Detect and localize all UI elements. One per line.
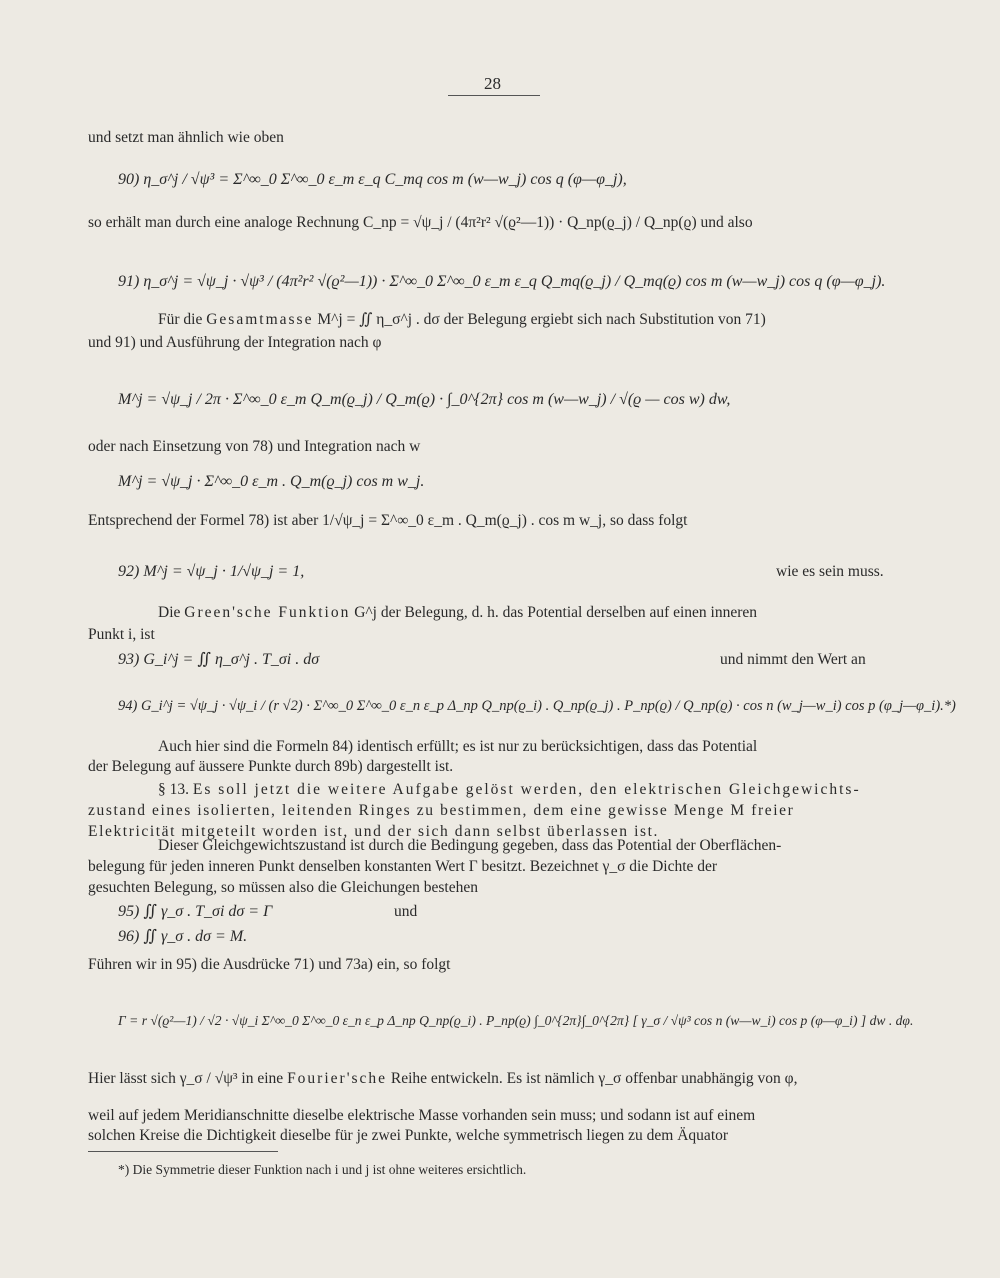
text-line: solchen Kreise die Dichtigkeit dieselbe für je zwei Punkte, welche symmetrisch liegen zu dem Äquator — [88, 1127, 729, 1144]
equation-96: 96) ∬ γ_σ . dσ = M. — [118, 928, 248, 945]
section-heading-line: § 13. Es soll jetzt die weitere Aufgabe gelöst werden, den elektrischen Gleichgewichts- — [158, 781, 861, 798]
equation-mj-2: M^j = √ψ_j · Σ^∞_0 ε_m . Q_m(ϱ_j) cos m w_j. — [118, 473, 425, 490]
equation-95: 95) ∬ γ_σ . T_σi dσ = Γ — [118, 903, 273, 920]
text-line: Hier lässt sich γ_σ / √ψ³ in eine Fourier'sche Reihe entwickeln. Es ist nämlich γ_σ offenbar unabhängig von φ, — [88, 1070, 798, 1087]
equation-mj: M^j = √ψ_j / 2π · Σ^∞_0 ε_m Q_m(ϱ_j) / Q_m(ϱ) · ∫_0^{2π} cos m (w—w_j) / √(ϱ — cos w) dw, — [118, 391, 731, 408]
text-line: belegung für jeden inneren Punkt denselben konstanten Wert Γ besitzt. Bezeichnet γ_σ die Dichte der — [88, 858, 718, 875]
text-line: wie es sein muss. — [776, 563, 884, 580]
equation-92: 92) M^j = √ψ_j · 1/√ψ_j = 1, — [118, 563, 305, 580]
text-line: zustand eines isolierten, leitenden Ringes zu bestimmen, dem eine gewisse Menge M freier — [88, 802, 795, 819]
text-line: Führen wir in 95) die Ausdrücke 71) und 73a) ein, so folgt — [88, 956, 451, 973]
text-line: der Belegung auf äussere Punkte durch 89b) dargestellt ist. — [88, 758, 454, 775]
equation-gamma: Γ = r √(ϱ²—1) / √2 · √ψ_i Σ^∞_0 Σ^∞_0 ε_n ε_p Δ_np Q_np(ϱ_i) . P_np(ϱ) ∫_0^{2π}∫_0^{2π} [ γ_σ / √ψ³ cos n (w—w_i) cos p (φ—φ_i) ] dw . dφ. — [118, 1013, 914, 1028]
footnote-rule — [88, 1151, 278, 1152]
text-line: oder nach Einsetzung von 78) und Integration nach w — [88, 438, 421, 455]
page-number: 28 — [484, 74, 501, 93]
text-line: Dieser Gleichgewichtszustand ist durch die Bedingung gegeben, dass das Potential der Oberflächen- — [158, 837, 782, 854]
footnote: *) Die Symmetrie dieser Funktion nach i und j ist ohne weiteres ersichtlich. — [118, 1162, 527, 1177]
text-line: und nimmt den Wert an — [720, 651, 866, 668]
text-line: gesuchten Belegung, so müssen also die Gleichungen bestehen — [88, 879, 478, 896]
equation-93: 93) G_i^j = ∬ η_σ^j . T_σi . dσ — [118, 651, 320, 668]
text-line: Für die Gesamtmasse M^j = ∬ η_σ^j . dσ der Belegung ergiebt sich nach Substitution von 71) — [158, 311, 766, 328]
text-line: Elektricität mitgeteilt worden ist, und der sich dann selbst überlassen ist. — [88, 823, 660, 840]
header-rule — [448, 95, 540, 96]
text-line: Die Green'sche Funktion G^j der Belegung, d. h. das Potential derselben auf einen inneren — [158, 604, 758, 621]
text-line: so erhält man durch eine analoge Rechnung C_np = √ψ_j / (4π²r² √(ϱ²—1)) · Q_np(ϱ_j) / Q_np(ϱ) und also — [88, 214, 753, 231]
text-line: Punkt i, ist — [88, 626, 155, 643]
text-line: Entsprechend der Formel 78) ist aber 1/√ψ_j = Σ^∞_0 ε_m . Q_m(ϱ_j) . cos m w_j, so dass folgt — [88, 512, 688, 529]
text-line: und 91) und Ausführung der Integration nach φ — [88, 334, 382, 351]
text-line: weil auf jedem Meridianschnitte dieselbe elektrische Masse vorhanden sein muss; und sodann ist auf einem — [88, 1107, 756, 1124]
text-line: und setzt man ähnlich wie oben — [88, 129, 284, 146]
equation-94: 94) G_i^j = √ψ_j · √ψ_i / (r √2) · Σ^∞_0 Σ^∞_0 ε_n ε_p Δ_np Q_np(ϱ_i) . Q_np(ϱ_j) . P_np(ϱ) / Q_np(ϱ) · cos n (w_j—w_i) cos p (φ_j—φ_i).*) — [118, 698, 956, 714]
text-line: und — [394, 903, 418, 920]
equation-91: 91) η_σ^j = √ψ_j · √ψ³ / (4π²r² √(ϱ²—1)) · Σ^∞_0 Σ^∞_0 ε_m ε_q Q_mq(ϱ_j) / Q_mq(ϱ) cos m (w—w_j) cos q (φ—φ_j). — [118, 273, 886, 290]
equation-90: 90) η_σ^j / √ψ³ = Σ^∞_0 Σ^∞_0 ε_m ε_q C_mq cos m (w—w_j) cos q (φ—φ_j), — [118, 171, 627, 188]
text-line: Auch hier sind die Formeln 84) identisch erfüllt; es ist nur zu berücksichtigen, dass das Potential — [158, 738, 758, 755]
